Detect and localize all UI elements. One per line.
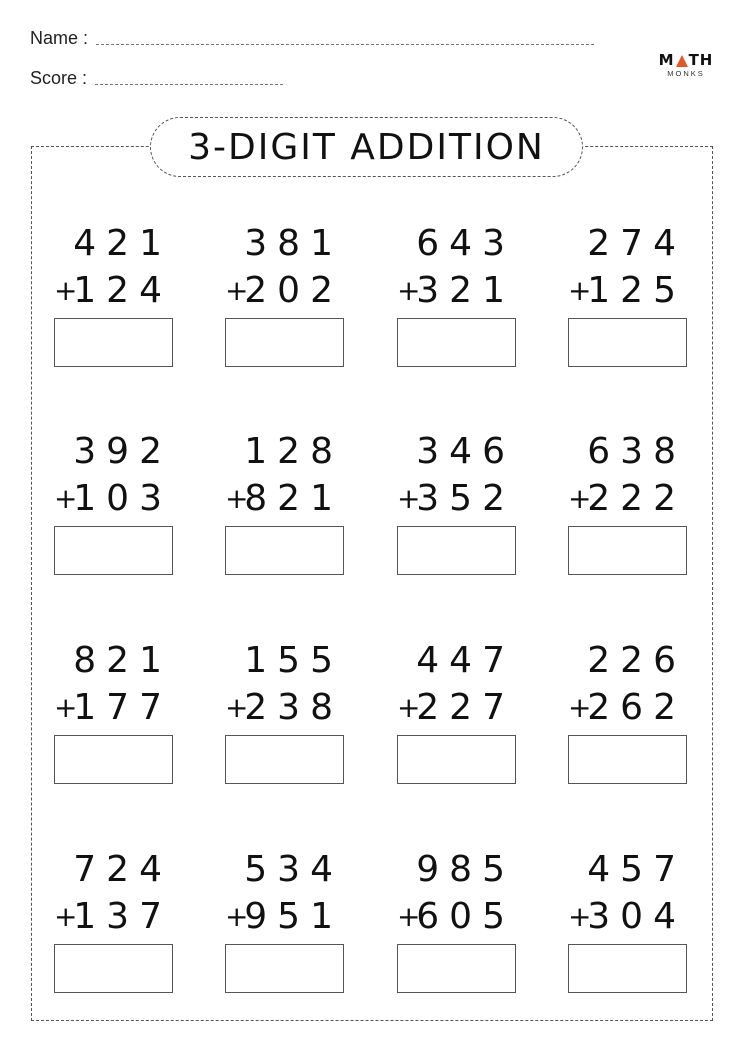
addend-bottom: 238 xyxy=(244,687,343,728)
addition-problem xyxy=(223,224,353,364)
addend-top: 447 xyxy=(416,640,515,681)
addend-top: 534 xyxy=(244,849,343,890)
plus-sign: + xyxy=(568,900,592,933)
addend-bottom: 605 xyxy=(416,896,515,937)
addend-top: 457 xyxy=(587,849,686,890)
logo-triangle-icon xyxy=(676,55,688,67)
addition-problem xyxy=(566,432,696,572)
plus-sign: + xyxy=(225,274,249,307)
plus-sign: + xyxy=(397,900,421,933)
addend-top: 421 xyxy=(73,223,172,264)
addend-bottom: 227 xyxy=(416,687,515,728)
answer-box[interactable] xyxy=(397,526,516,575)
addend-bottom: 262 xyxy=(587,687,686,728)
addend-bottom: 177 xyxy=(73,687,172,728)
addition-problem xyxy=(52,432,182,572)
addition-problem xyxy=(395,641,525,781)
answer-box[interactable] xyxy=(397,318,516,367)
answer-box[interactable] xyxy=(397,944,516,993)
logo-subtext: MONKS xyxy=(667,69,705,78)
math-monks-logo xyxy=(656,52,716,78)
addend-top: 128 xyxy=(244,431,343,472)
addend-top: 724 xyxy=(73,849,172,890)
answer-box[interactable] xyxy=(568,735,687,784)
addend-top: 821 xyxy=(73,640,172,681)
worksheet-title: 3-DIGIT ADDITION xyxy=(188,126,545,168)
addend-bottom: 202 xyxy=(244,270,343,311)
plus-sign: + xyxy=(225,900,249,933)
plus-sign: + xyxy=(225,482,249,515)
score-field-row xyxy=(30,68,283,89)
answer-box[interactable] xyxy=(225,735,344,784)
answer-box[interactable] xyxy=(54,944,173,993)
addend-top: 392 xyxy=(73,431,172,472)
addition-problem xyxy=(566,641,696,781)
plus-sign: + xyxy=(397,482,421,515)
addend-top: 346 xyxy=(416,431,515,472)
plus-sign: + xyxy=(54,274,78,307)
logo-text-right: TH xyxy=(688,51,714,69)
name-line[interactable] xyxy=(96,44,594,45)
addition-problem xyxy=(52,641,182,781)
addition-problem xyxy=(395,850,525,990)
addend-top: 274 xyxy=(587,223,686,264)
answer-box[interactable] xyxy=(54,318,173,367)
answer-box[interactable] xyxy=(54,526,173,575)
answer-box[interactable] xyxy=(225,526,344,575)
addend-top: 226 xyxy=(587,640,686,681)
addition-problem xyxy=(395,224,525,364)
addition-problem xyxy=(223,432,353,572)
plus-sign: + xyxy=(54,900,78,933)
answer-box[interactable] xyxy=(225,318,344,367)
logo-text-left: M xyxy=(658,51,675,69)
addend-bottom: 821 xyxy=(244,478,343,519)
addend-bottom: 951 xyxy=(244,896,343,937)
name-field-row xyxy=(30,28,594,49)
plus-sign: + xyxy=(397,691,421,724)
score-line[interactable] xyxy=(95,84,283,85)
plus-sign: + xyxy=(568,691,592,724)
addend-bottom: 103 xyxy=(73,478,172,519)
addition-problem xyxy=(52,850,182,990)
plus-sign: + xyxy=(568,274,592,307)
addend-bottom: 137 xyxy=(73,896,172,937)
addend-bottom: 321 xyxy=(416,270,515,311)
answer-box[interactable] xyxy=(568,944,687,993)
addend-top: 643 xyxy=(416,223,515,264)
addend-top: 381 xyxy=(244,223,343,264)
answer-box[interactable] xyxy=(397,735,516,784)
addition-problem xyxy=(223,641,353,781)
addend-bottom: 125 xyxy=(587,270,686,311)
plus-sign: + xyxy=(54,482,78,515)
plus-sign: + xyxy=(54,691,78,724)
addend-top: 985 xyxy=(416,849,515,890)
plus-sign: + xyxy=(225,691,249,724)
addition-problem xyxy=(566,850,696,990)
addition-problem xyxy=(395,432,525,572)
answer-box[interactable] xyxy=(568,526,687,575)
addend-bottom: 352 xyxy=(416,478,515,519)
addend-bottom: 124 xyxy=(73,270,172,311)
addition-problem xyxy=(566,224,696,364)
addition-problem xyxy=(223,850,353,990)
name-label: Name : xyxy=(30,28,89,48)
score-label: Score : xyxy=(30,68,88,88)
answer-box[interactable] xyxy=(225,944,344,993)
addition-problem xyxy=(52,224,182,364)
logo-wordmark xyxy=(656,52,716,68)
addend-bottom: 304 xyxy=(587,896,686,937)
answer-box[interactable] xyxy=(568,318,687,367)
title-banner xyxy=(150,117,583,177)
plus-sign: + xyxy=(568,482,592,515)
plus-sign: + xyxy=(397,274,421,307)
addend-top: 155 xyxy=(244,640,343,681)
addend-top: 638 xyxy=(587,431,686,472)
addend-bottom: 222 xyxy=(587,478,686,519)
answer-box[interactable] xyxy=(54,735,173,784)
